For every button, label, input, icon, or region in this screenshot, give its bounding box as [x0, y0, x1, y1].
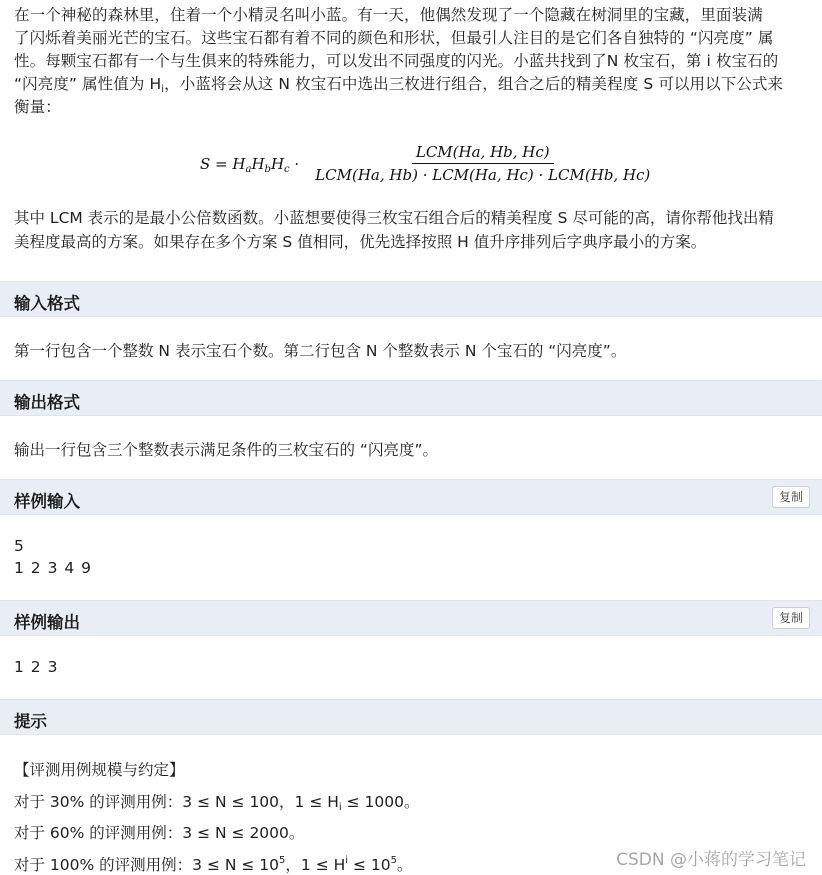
- hint-heading: 【评测用例规模与约定】: [14, 761, 185, 779]
- intro-line-3: 性。每颗宝石都有一个与生俱来的特殊能力，可以发出不同强度的闪光。小蓝共找到了N 枚宝石，第 i 枚宝石的: [14, 52, 779, 70]
- output-format-title: 输出格式: [14, 393, 80, 412]
- hint-case-30: 对于 30% 的评测用例：3 ≤ N ≤ 100，$1 \le H_i \le 1000$。: [14, 793, 420, 813]
- copy-sample-output-button[interactable]: 复制: [772, 607, 810, 629]
- sample-input-header: [0, 479, 822, 515]
- problem-description: [14, 4, 810, 119]
- intro-line-4-b: ，小蓝将会从这 N 枚宝石中选出三枚进行组合，组合之后的精美程度 S 可以用以下公式来: [164, 75, 784, 93]
- intro-line-4: [14, 73, 810, 96]
- intro-line-1: 在一个神秘的森林里，住着一个小精灵名叫小蓝。有一天，他偶然发现了一个隐藏在树洞里的宝藏，里面装满: [14, 6, 763, 24]
- lcm-explanation: [14, 206, 810, 254]
- input-format-title: 输入格式: [14, 294, 80, 313]
- para2-line-1: 其中 LCM 表示的是最小公倍数函数。小蓝想要使得三枚宝石组合后的精美程度 S 尽可能的高，请你帮他找出精: [14, 209, 774, 227]
- intro-line-4-sub: i: [161, 84, 165, 95]
- formula-denominator: LCM(Ha, Hb) · LCM(Ha, Hc) · LCM(Hb, Hc): [315, 166, 651, 184]
- para2-line-2: 美程度最高的方案。如果存在多个方案 S 值相同，优先选择按照 H 值升序排列后字典序最小的方案。: [14, 233, 707, 251]
- csdn-watermark: CSDN @小蒋的学习笔记: [616, 850, 806, 870]
- intro-line-2: 了闪烁着美丽光芒的宝石。这些宝石都有着不同的颜色和形状，但最引人注目的是它们各自独特的 “闪亮度” 属: [14, 29, 774, 47]
- output-format-header: [0, 380, 822, 416]
- intro-line-4-a: “闪亮度” 属性值为 H: [14, 75, 162, 93]
- formula-lhs: $S = H_aH_bH_c$ ·: [200, 154, 300, 175]
- formula-fraction: [311, 143, 654, 184]
- input-format-header: [0, 281, 822, 317]
- formula-numerator: LCM(Ha, Hb, Hc): [412, 143, 554, 164]
- sample-input-line-2: 1 2 3 4 9: [14, 559, 93, 577]
- intro-line-5: 衡量：: [14, 98, 61, 116]
- sample-output-header: [0, 600, 822, 636]
- sample-input-title: 样例输入: [14, 492, 80, 511]
- formula: [200, 143, 654, 184]
- sample-output-title: 样例输出: [14, 613, 80, 632]
- hint-case-60: 对于 60% 的评测用例：3 ≤ N ≤ 2000。: [14, 824, 305, 842]
- output-format-text: 输出一行包含三个整数表示满足条件的三枚宝石的 “闪亮度”。: [14, 441, 438, 459]
- hint-case-100: 对于 100% 的评测用例：$3 \le N \le 10^5$，$1 \le H^i \le 10^5$。: [14, 855, 413, 874]
- input-format-text: 第一行包含一个整数 N 表示宝石个数。第二行包含 N 个整数表示 N 个宝石的 “闪亮度”。: [14, 342, 627, 360]
- hint-title: 提示: [14, 712, 47, 731]
- sample-output-line-1: 1 2 3: [14, 658, 59, 676]
- copy-sample-input-button[interactable]: 复制: [772, 486, 810, 508]
- hint-header: [0, 699, 822, 735]
- sample-input-line-1: 5: [14, 537, 24, 555]
